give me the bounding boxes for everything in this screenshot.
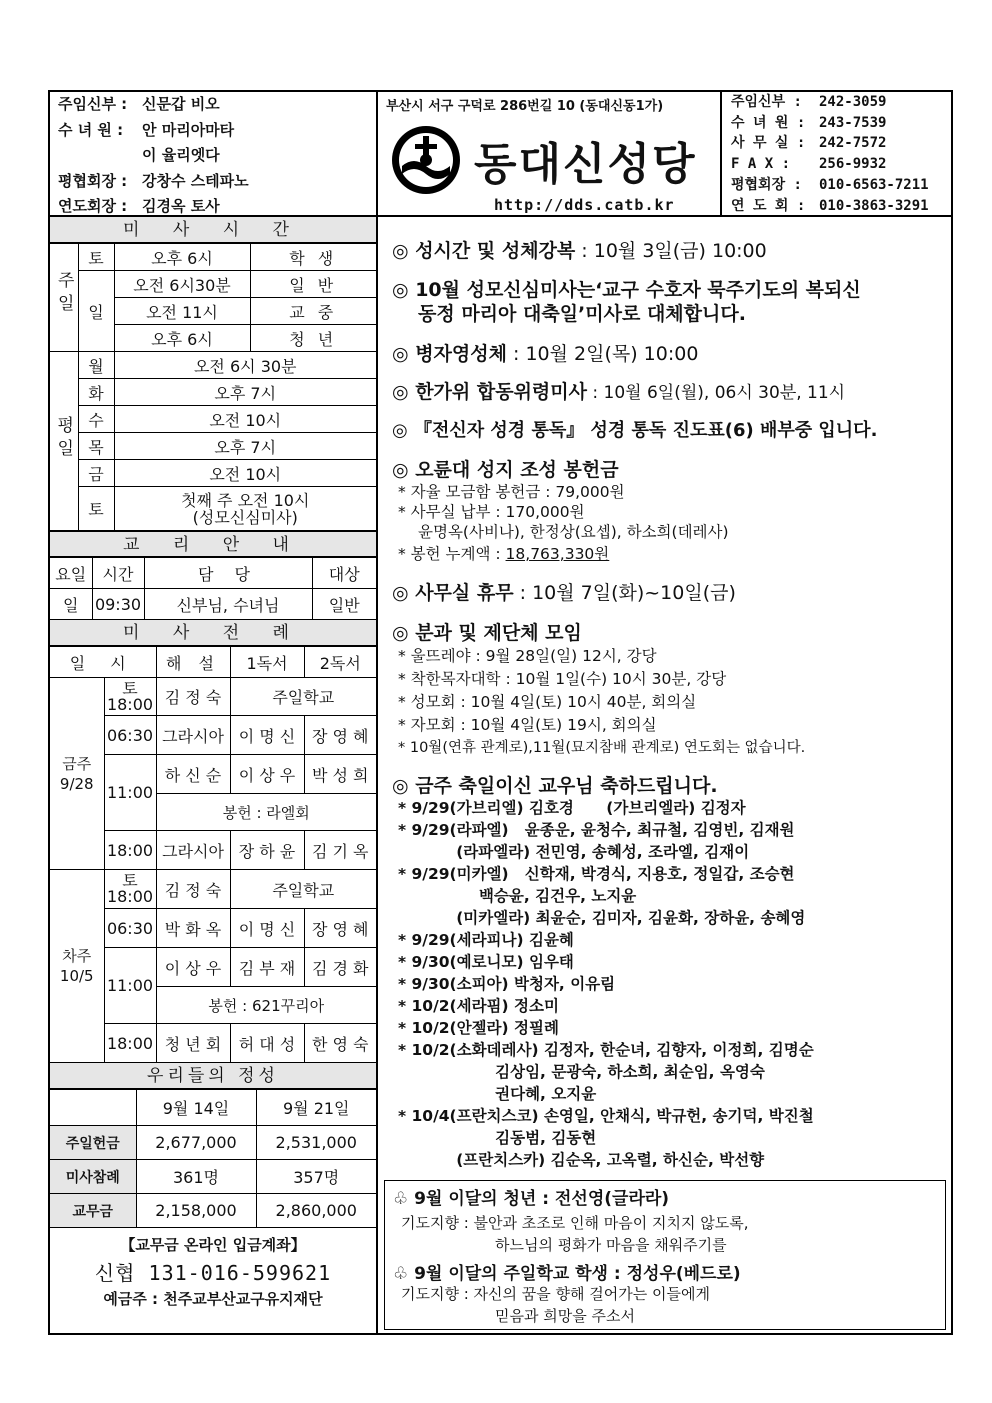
news-detail: : 10월 2일(목) 10:00	[506, 343, 699, 365]
offerings-date: 9월 14일	[136, 1090, 256, 1126]
commentator: 그라시아	[156, 716, 230, 755]
news-item	[392, 578, 736, 605]
weekday-time: 오전 6시 30분	[114, 352, 376, 379]
offering-group: 봉헌 : 621꾸리아	[156, 987, 376, 1024]
service-time: 18:00	[106, 694, 154, 714]
readers: 주일학교	[230, 678, 376, 716]
news-heading: ◎ 사무실 휴무	[392, 582, 514, 604]
offerings-label: 주일헌금	[50, 1126, 136, 1160]
feast-line: * 10/2(소화데레사) 김정자, 한순녀, 김향자, 이정희, 김명순	[398, 1041, 814, 1059]
news-heading: ◎ 한가위 합동위령미사	[392, 381, 587, 403]
contact-label: 사 무 실 :	[731, 135, 806, 152]
staff-value: 김경옥 토사	[142, 197, 220, 215]
feast-line: * 9/30(예로니모) 임우태	[398, 953, 574, 971]
offerings-table	[50, 1089, 376, 1228]
news-item	[392, 377, 845, 404]
sat-label: 토	[122, 678, 138, 698]
sunday-label-text: 주일	[53, 270, 74, 317]
staff-value: 신문갑 비오	[142, 95, 220, 113]
news-detail: : 10월 6일(월), 06시 30분, 11시	[587, 383, 846, 403]
news-heading: ◎ 분과 및 제단체 모임	[392, 622, 582, 644]
commentator: 하 신 순	[156, 755, 230, 794]
mass-times-title: 미 사 시 간	[50, 217, 376, 243]
news-detail: : 10월 7일(화)~10일(금)	[513, 582, 736, 604]
feast-line: * 9/29(세라피나) 김윤혜	[398, 931, 574, 949]
mass-target: 학 생	[250, 244, 376, 271]
weekday-day: 화	[78, 379, 114, 406]
donation-line: 윤명옥(사비나), 한정상(요셉), 하소희(데레사)	[418, 523, 729, 541]
weekday-time: 오후 7시	[114, 379, 376, 406]
commentator: 이 상 우	[156, 948, 230, 987]
address: 부산시 서구 구덕로 286번길 10 (동대신동1가)	[386, 99, 664, 114]
contact-value: 256-9932	[819, 156, 887, 173]
service-time-cell	[104, 870, 156, 909]
mass-day: 일	[78, 271, 114, 352]
readers: 주일학교	[230, 870, 376, 909]
youth-prayer: 기도지향 : 불안과 초조로 인해 마음이 지치지 않도록,	[401, 1214, 749, 1232]
student-prayer: 기도지향 : 자신의 꿈을 향해 걸어가는 이들에게	[401, 1285, 710, 1303]
news-item	[392, 416, 877, 442]
reader-2: 한 영 숙	[304, 1024, 376, 1063]
staff-label: 주임신부 :	[58, 95, 128, 113]
week-label-cell	[50, 870, 104, 1063]
news-heading: ◎ 10월 성모신심미사는‘교구 수호자 묵주기도의 복되신	[392, 279, 861, 301]
weekday-time: 첫째 주 오전 10시	[181, 490, 310, 510]
contact-list	[731, 92, 929, 216]
offerings-value: 2,158,000	[136, 1194, 256, 1228]
service-time: 18:00	[104, 831, 156, 870]
service-time: 06:30	[104, 716, 156, 755]
weekday-time: 오후 7시	[114, 433, 376, 460]
weekday-label-text: 평일	[53, 415, 74, 462]
offerings-corner	[50, 1090, 136, 1126]
offerings-value: 361명	[136, 1160, 256, 1194]
offerings-label: 교무금	[50, 1194, 136, 1228]
meeting-line: * 10월(연휴 관계로),11월(묘지참배 관계로) 연도회는 없습니다.	[398, 740, 806, 756]
week-date: 10/5	[59, 967, 94, 985]
weekday-label	[50, 352, 78, 531]
news-item	[392, 339, 698, 366]
catechism-header: 요일	[50, 558, 92, 589]
donation-line: * 사무실 납부 : 170,000원	[398, 503, 585, 521]
liturgy-header: 2독서	[304, 647, 376, 678]
week-date: 9/28	[59, 774, 94, 793]
service-time: 18:00	[104, 1024, 156, 1063]
staff-label: 수 녀 원 :	[58, 120, 124, 139]
week-label: 차주	[62, 947, 92, 965]
mass-target: 청 년	[250, 325, 376, 352]
service-time-cell	[104, 678, 156, 716]
contact-value: 242-7572	[819, 135, 887, 152]
catechism-header: 대상	[312, 558, 376, 589]
account-title: 【교무금 온라인 입금계좌】	[120, 1236, 306, 1254]
mass-times-table	[50, 243, 376, 531]
mass-time: 오전 11시	[114, 298, 250, 325]
weekday-day: 목	[78, 433, 114, 460]
news-detail: : 10월 3일(금) 10:00	[575, 240, 767, 262]
youth-box	[384, 1180, 946, 1330]
donation-total: 18,763,330원	[505, 545, 610, 563]
offerings-value: 357명	[256, 1160, 376, 1194]
week-label-cell	[50, 678, 104, 870]
reader-2: 김 경 화	[304, 948, 376, 987]
commentator: 그라시아	[156, 831, 230, 870]
contact-label: 수 녀 원 :	[731, 114, 806, 131]
mass-target: 일 반	[250, 271, 376, 298]
feast-line: * 9/29(미카엘) 신학재, 박경식, 지용호, 정일갑, 조승현	[398, 865, 795, 883]
contact-value: 242-3059	[819, 94, 887, 110]
contact-label: F A X :	[731, 156, 791, 173]
sunday-label	[50, 244, 78, 352]
catechism-title: 교 리 안 내	[50, 531, 376, 557]
weekday-time-cell	[114, 487, 376, 531]
service-time: 06:30	[104, 909, 156, 948]
offerings-date: 9월 21일	[256, 1090, 376, 1126]
contact-label: 연 도 회 :	[731, 197, 806, 214]
staff-label: 평협회장 :	[58, 171, 128, 190]
feast-line: 김상임, 문광숙, 하소희, 최순임, 옥영숙	[398, 1063, 765, 1081]
donation-total-label: * 봉헌 누계액 :	[398, 545, 506, 563]
feast-line: (프란치스카) 김순옥, 고옥렬, 하신순, 박선향	[440, 1151, 765, 1169]
commentator: 청 년 회	[156, 1024, 230, 1063]
catechism-cell: 신부님, 수녀님	[144, 589, 312, 620]
offerings-value: 2,531,000	[256, 1126, 376, 1160]
commentator: 김 정 숙	[156, 870, 230, 909]
offerings-value: 2,677,000	[136, 1126, 256, 1160]
feast-line: * 10/2(안젤라) 정필례	[398, 1019, 559, 1037]
reader-2: 박 성 희	[304, 755, 376, 794]
offerings-label: 미사참례	[50, 1160, 136, 1194]
website-link[interactable]: http://dds.catb.kr	[494, 196, 675, 214]
service-time: 11:00	[104, 755, 156, 831]
account-number: 신협 131-016-599621	[94, 1261, 332, 1285]
reader-2: 김 기 옥	[304, 831, 376, 870]
staff-value: 이 율리엣다	[142, 146, 220, 164]
news-heading: ◎ 오륜대 성지 조성 봉헌금	[392, 459, 619, 481]
liturgy-header: 일 시	[50, 647, 156, 678]
commentator: 박 화 옥	[156, 909, 230, 948]
weekday-day: 월	[78, 352, 114, 379]
feast-line: 권다혜, 오지윤	[398, 1085, 597, 1103]
weekday-day: 금	[78, 460, 114, 487]
weekday-day: 토	[78, 487, 114, 531]
contact-label: 평협회장 :	[731, 176, 802, 193]
news-item	[392, 275, 861, 302]
reader-1: 김 부 재	[230, 948, 304, 987]
catechism-header: 담 당	[144, 558, 312, 589]
contact-value: 243-7539	[819, 114, 887, 131]
news-item	[392, 771, 718, 798]
catechism-cell: 09:30	[92, 589, 144, 620]
church-logo	[388, 122, 464, 198]
mass-time: 오후 6시	[114, 325, 250, 352]
news-heading: ◎ 성시간 및 성체강복	[392, 240, 576, 262]
weekday-day: 수	[78, 406, 114, 433]
liturgy-header: 해 설	[156, 647, 230, 678]
sat-label: 토	[122, 871, 138, 890]
meeting-line: * 성모회 : 10월 4일(토) 10시 40분, 회의실	[398, 693, 697, 711]
left-column	[50, 217, 376, 1309]
donation-line: * 자율 모금함 봉헌금 : 79,000원	[398, 483, 625, 501]
feast-line: * 9/29(가브리엘) 김호경 (가브리엘라) 김정자	[398, 799, 746, 817]
liturgy-table	[50, 646, 376, 1063]
weekday-time: 오전 10시	[114, 460, 376, 487]
feast-line: (미카엘라) 최윤순, 김미자, 김윤화, 장하윤, 송혜영	[440, 909, 806, 927]
contact-label: 주임신부 :	[731, 94, 802, 110]
staff-value: 강창수 스테파노	[142, 171, 249, 190]
feast-line: * 10/4(프란치스코) 손영일, 안채식, 박규헌, 송기덕, 박진철	[398, 1107, 814, 1125]
mass-time: 오후 6시	[114, 244, 250, 271]
news-heading: 동정 마리아 대축일’미사로 대체합니다.	[418, 303, 746, 325]
news-item	[392, 618, 582, 645]
reader-1: 허 대 성	[230, 1024, 304, 1063]
youth-title: ♧ 9월 이달의 청년 : 전선영(글라라)	[393, 1189, 670, 1209]
youth-prayer: 하느님의 평화가 마음을 채워주기를	[495, 1236, 727, 1254]
news-heading: ◎ 병자영성체	[392, 343, 507, 365]
news-heading: ◎ 금주 축일이신 교우님 축하드립니다.	[392, 775, 718, 797]
meeting-line: * 자모회 : 10월 4일(토) 19시, 회의실	[398, 716, 657, 734]
meeting-line: * 착한목자대학 : 10월 1일(수) 10시 30분, 강당	[398, 670, 727, 688]
week-label: 금주	[62, 754, 92, 773]
offerings-title: 우리들의 정성	[50, 1063, 376, 1089]
commentator: 김 정 숙	[156, 678, 230, 716]
feast-line: * 9/30(소피아) 박청자, 이유림	[398, 975, 616, 993]
feast-line: * 10/2(세라핌) 정소미	[398, 997, 559, 1015]
reader-1: 이 상 우	[230, 755, 304, 794]
staff-label: 연도회장 :	[58, 197, 128, 215]
service-time: 11:00	[104, 948, 156, 1024]
meeting-line: * 울뜨레야 : 9월 28일(일) 12시, 강당	[398, 647, 657, 665]
news-heading: ◎ 『전신자 성경 통독』 성경 통독 진도표(6) 배부중 입니다.	[392, 420, 878, 441]
catechism-cell: 일반	[312, 589, 376, 620]
mass-day: 토	[78, 244, 114, 271]
contact-value: 010-3863-3291	[819, 197, 929, 214]
weekday-time: 오전 10시	[114, 406, 376, 433]
feast-line: 백승윤, 김건우, 노지윤	[398, 887, 637, 905]
student-title: ♧ 9월 이달의 주일학교 학생 : 정성우(베드로)	[393, 1264, 741, 1284]
reader-1: 이 명 신	[230, 909, 304, 948]
news-item	[392, 236, 767, 263]
student-prayer: 믿음과 희망을 주소서	[495, 1307, 635, 1325]
account-holder: 예금주 : 천주교부산교구유지재단	[103, 1290, 323, 1308]
feast-line: 김동범, 김동현	[398, 1129, 597, 1147]
reader-2: 장 영 혜	[304, 716, 376, 755]
donation-line	[398, 542, 609, 564]
staff-value: 안 마리아마타	[142, 120, 235, 139]
feast-line: (라파엘라) 전민영, 송혜성, 조라엘, 김재이	[440, 843, 750, 861]
reader-1: 장 하 윤	[230, 831, 304, 870]
news-item	[418, 299, 746, 326]
news-item	[392, 455, 619, 482]
catechism-cell: 일	[50, 589, 92, 620]
liturgy-header: 1독서	[230, 647, 304, 678]
weekday-note: (성모신심미사)	[192, 507, 298, 527]
offerings-value: 2,860,000	[256, 1194, 376, 1228]
catechism-table	[50, 557, 376, 620]
liturgy-title: 미 사 전 례	[50, 620, 376, 646]
offering-group: 봉헌 : 라엘회	[156, 794, 376, 831]
mass-time: 오전 6시30분	[114, 271, 250, 298]
mass-target: 교 중	[250, 298, 376, 325]
church-name: 동대신성당	[474, 139, 697, 190]
reader-1: 이 명 신	[230, 716, 304, 755]
catechism-header: 시간	[92, 558, 144, 589]
feast-line: * 9/29(라파엘) 윤종운, 윤청수, 최규철, 김영빈, 김재원	[398, 821, 795, 839]
contact-value: 010-6563-7211	[819, 176, 929, 193]
staff-list	[58, 92, 249, 220]
service-time: 18:00	[106, 887, 154, 906]
reader-2: 장 영 혜	[304, 909, 376, 948]
